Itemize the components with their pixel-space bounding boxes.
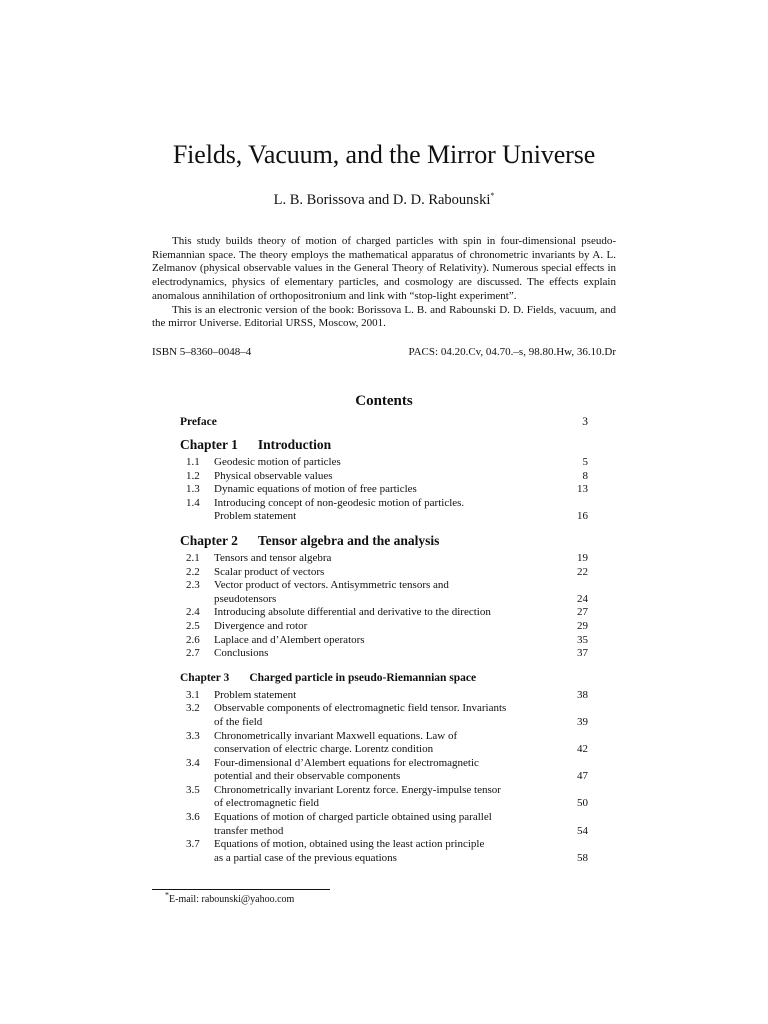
toc-section-number: 3.2 [186,702,200,715]
toc-section-page: 37 [577,647,588,660]
contents-heading: Contents [355,393,413,409]
toc-section-entry[interactable] [180,811,588,838]
toc-section-entry[interactable] [180,497,588,524]
toc-chapter-number: Chapter 3 [180,671,230,684]
toc-section-page: 50 [577,797,588,810]
footnote-rule [152,889,330,890]
toc-section-page: 8 [582,469,588,482]
toc-section-entry[interactable] [180,634,588,648]
toc-section-page: 24 [577,592,588,605]
toc-section-number: 3.7 [186,838,200,851]
toc-section-number: 2.4 [186,606,200,619]
toc-section-title-line: Observable components of electromagnetic field tensor. Invariants [214,702,507,715]
toc-section-title-line: Vector product of vectors. Antisymmetric tensors and [214,579,449,592]
toc-section-number: 1.1 [186,456,200,468]
toc-chapter-heading[interactable] [180,434,588,456]
toc-section-title-line: transfer method [214,824,284,837]
toc-section-title-line: Problem statement [214,510,297,523]
author-names: L. B. Borissova and D. D. Rabounski [273,192,491,208]
toc-section-page: 39 [577,715,588,728]
toc-section-entry[interactable] [180,757,588,784]
toc-section-entry[interactable] [180,838,588,865]
toc-section-title [214,647,548,661]
toc-section-title-line: Equations of motion, obtained using the least action principle [214,838,485,851]
toc-section-title [214,606,548,620]
toc-section-title [214,483,548,497]
toc-section-number: 3.3 [186,729,200,742]
toc-section-page: 22 [577,565,588,578]
toc-section-title [214,579,548,606]
toc-section-list [180,456,588,524]
toc-section-title-line: Tensors and tensor algebra [214,551,332,564]
toc-section-list [180,689,588,866]
toc-section-entry[interactable] [180,702,588,729]
toc-chapter-title: Introduction [257,437,332,452]
table-of-contents [180,413,588,871]
toc-section-page: 54 [577,824,588,837]
toc-section-title [214,702,548,729]
pacs: PACS: 04.20.Cv, 04.70.–s, 98.80.Hw, 36.10.Dr [408,346,616,358]
toc-section-number: 3.1 [186,688,200,701]
toc-preface-page: 3 [582,416,588,428]
toc-section-page: 47 [577,770,588,783]
toc-section-title [214,497,548,524]
toc-chapter-number: Chapter 2 [180,532,238,548]
abstract [152,235,616,331]
toc-section-title-line: Divergence and rotor [214,619,308,632]
toc-section-page: 13 [577,483,588,496]
toc-section-number: 1.3 [186,483,200,496]
toc-section-title-line: Geodesic motion of particles [214,456,341,468]
toc-section-entry[interactable] [180,552,588,566]
footnote-marker: * [165,890,169,900]
toc-section-number: 1.4 [186,496,200,509]
toc-section-entry[interactable] [180,579,588,606]
toc-section-title-line: Chronometrically invariant Maxwell equations. Law of [214,729,458,742]
isbn-pacs-line [152,346,616,360]
toc-chapter-title: Tensor algebra and the analysis [257,532,440,548]
toc-section-entry[interactable] [180,784,588,811]
toc-section-title [214,634,548,648]
toc-section-title-line: Four-dimensional d’Alembert equations for electromagnetic [214,756,479,769]
toc-section-page: 38 [577,688,588,701]
toc-section-title-line: of electromagnetic field [214,797,320,810]
author-footnote-marker: * [490,191,495,201]
toc-section-title-line: Dynamic equations of motion of free particles [214,483,417,496]
toc-section-page: 27 [577,606,588,619]
toc-section-title-line: Physical observable values [214,469,333,482]
toc-section-title-line: of the field [214,715,263,728]
toc-section-title-line: Scalar product of vectors [214,565,325,578]
toc-section-page: 16 [577,510,588,523]
toc-section-page: 5 [582,456,588,468]
toc-section-page: 19 [577,551,588,564]
toc-section-entry[interactable] [180,620,588,634]
toc-section-title-line: pseudotensors [214,592,277,605]
toc-section-title-line: Equations of motion of charged particle obtained using parallel [214,811,492,824]
toc-section-number: 2.3 [186,579,200,592]
authors [0,190,768,210]
toc-section-entry[interactable] [180,456,588,470]
toc-section-title-line: as a partial case of the previous equations [214,851,397,864]
toc-section-number: 3.6 [186,811,200,824]
toc-section-number: 2.2 [186,565,200,578]
toc-section-entry[interactable] [180,647,588,661]
toc-section-title-line: Introducing concept of non-geodesic motion of particles. [214,496,465,509]
toc-section-title [214,838,548,865]
isbn: ISBN 5–8360–0048–4 [152,346,252,358]
abstract-paragraph-2: This is an electronic version of the book: Borissova L. B. and Rabounski D. D. Fields, vacuum, and the mirror Universe. Editorial URSS, Moscow, 2001. [152,303,616,330]
toc-section-title-line: Laplace and d’Alembert operators [214,633,365,646]
toc-chapter-heading[interactable] [180,667,588,689]
toc-section-page: 42 [577,743,588,756]
toc-section-number: 2.6 [186,633,200,646]
toc-section-entry[interactable] [180,606,588,620]
toc-section-number: 3.5 [186,783,200,796]
toc-section-title-line: Problem statement [214,688,297,701]
toc-chapter-number: Chapter 1 [180,437,238,452]
toc-section-entry[interactable] [180,470,588,484]
toc-section-title-line: Conclusions [214,647,269,660]
toc-chapter-heading[interactable] [180,530,588,552]
toc-section-title-line: Introducing absolute differential and derivative to the direction [214,606,491,619]
footnote [165,890,295,906]
toc-section-number: 3.4 [186,756,200,769]
toc-section-page: 58 [577,851,588,864]
toc-section-entry[interactable] [180,566,588,580]
toc-section-title [214,456,548,470]
toc-section-title [214,730,548,757]
toc-section-page: 35 [577,633,588,646]
toc-section-title [214,470,548,484]
toc-section-title-line: potential and their observable components [214,770,401,783]
toc-section-list [180,552,588,661]
toc-section-title [214,811,548,838]
toc-preface[interactable] [180,413,588,432]
toc-section-entry[interactable] [180,730,588,757]
toc-section-entry[interactable] [180,689,588,703]
toc-preface-label: Preface [180,416,217,428]
abstract-paragraph-1: This study builds theory of motion of charged particles with spin in four-dimensional pseudo-Riemannian space. The theory employs the mathematical apparatus of chronometric invariants by A. L. Zelmanov (physical observable values in the General Theory of Relativity). Numerous special effects in electrodynamics, physics of elementary particles, and cosmology are discussed. The effects explain anomalous annihilation of orthopositronium and link with “stop-light experiment”. [152,235,616,302]
toc-section-number: 2.5 [186,619,200,632]
footnote-text: E-mail: rabounski@yahoo.com [169,894,295,905]
toc-section-title-line: conservation of electric charge. Lorentz condition [214,743,434,756]
toc-section-number: 2.7 [186,647,200,660]
toc-section-title-line: Chronometrically invariant Lorentz force. Energy-impulse tensor [214,783,501,796]
toc-section-number: 1.2 [186,469,200,482]
toc-section-title [214,784,548,811]
toc-section-title [214,552,548,566]
toc-section-title [214,689,548,703]
toc-section-title [214,620,548,634]
toc-section-page: 29 [577,619,588,632]
toc-section-title [214,757,548,784]
toc-chapters [180,434,588,865]
toc-section-number: 2.1 [186,551,200,564]
paper-title: Fields, Vacuum, and the Mirror Universe [172,140,596,169]
toc-chapter-title: Charged particle in pseudo-Riemannian space [249,671,477,684]
toc-section-entry[interactable] [180,483,588,497]
toc-section-title [214,566,548,580]
